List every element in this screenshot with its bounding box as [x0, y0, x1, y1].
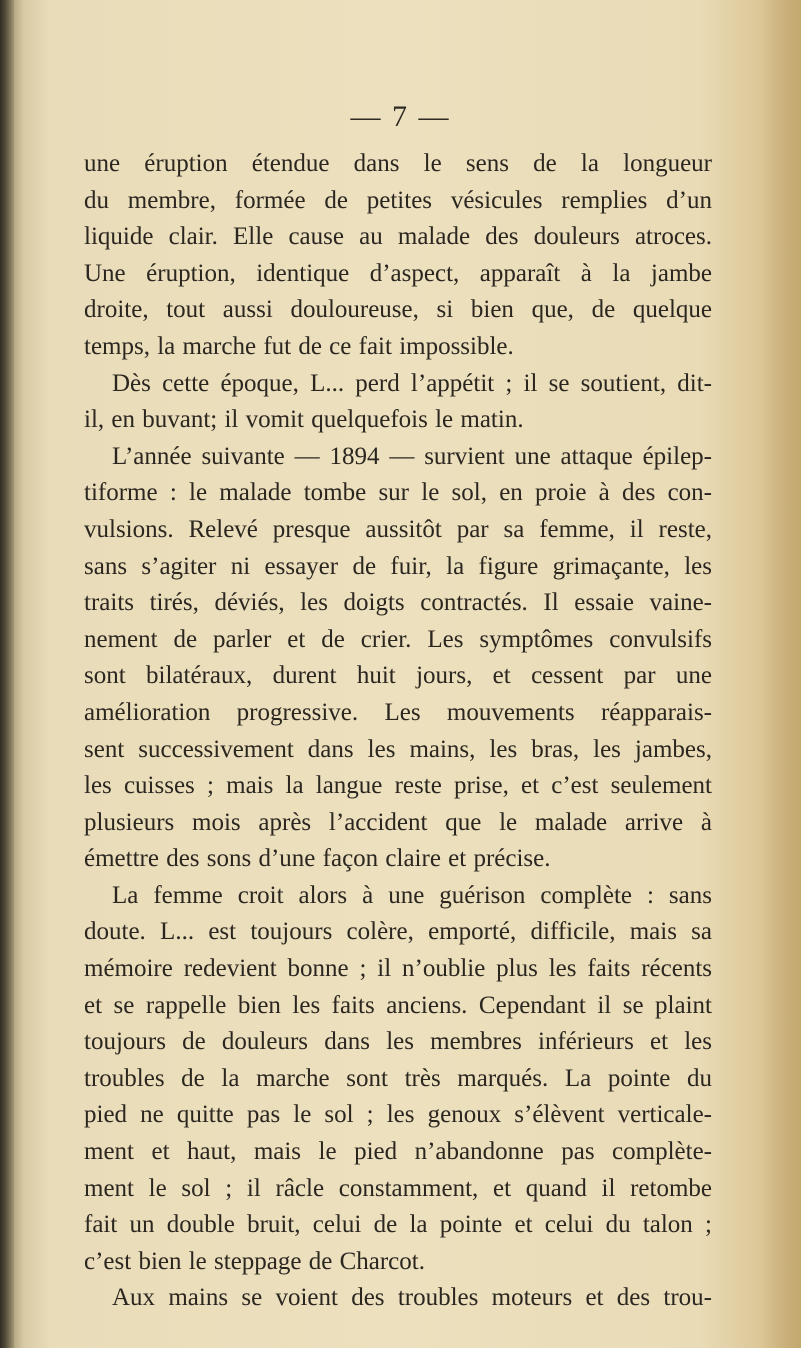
- text-line: plusieurs mois après l’accident que le malade arrive à: [84, 808, 712, 836]
- page-edge: [761, 0, 801, 1348]
- text-line: La femme croit alors à une guérison complète : sans: [112, 881, 712, 909]
- text-line: les cuisses ; mais la langue reste prise, et c’est seulement: [84, 772, 712, 800]
- page-number: — 7 —: [350, 100, 451, 133]
- text-line: mémoire redevient bonne ; il n’oublie plus les faits récents: [84, 955, 712, 983]
- text-line: nement de parler et de crier. Les symptômes convulsifs: [84, 625, 712, 653]
- text-line: c’est bien le steppage de Charcot.: [84, 1247, 425, 1275]
- text-line: amélioration progressive. Les mouvements réapparais-: [84, 698, 712, 726]
- text-line: doute. L... est toujours colère, emporté, difficile, mais sa: [84, 918, 712, 946]
- text-line: L’année suivante — 1894 — survient une attaque épilep-: [112, 442, 712, 470]
- text-line: et se rappelle bien les faits anciens. Cependant il se plaint: [84, 991, 712, 1019]
- text-line: ment le sol ; il râcle constamment, et quand il retombe: [84, 1174, 712, 1202]
- text-line: toujours de douleurs dans les membres inférieurs et les: [84, 1028, 712, 1056]
- spine-shadow: [0, 0, 14, 1348]
- text-line: sans s’agiter ni essayer de fuir, la figure grimaçante, les: [84, 552, 712, 580]
- text-line: fait un double bruit, celui de la pointe et celui du talon ;: [84, 1211, 712, 1239]
- text-line: troubles de la marche sont très marqués. La pointe du: [84, 1064, 712, 1092]
- text-line: du membre, formée de petites vésicules remplies d’un: [84, 186, 712, 214]
- text-line: Une éruption, identique d’aspect, apparaît à la jambe: [84, 259, 712, 287]
- text-line: tiforme : le malade tombe sur le sol, en proie à des con-: [84, 479, 712, 507]
- text-line: Aux mains se voient des troubles moteurs et des trou-: [112, 1284, 712, 1312]
- text-line: une éruption étendue dans le sens de la longueur: [84, 150, 712, 177]
- text-line: liquide clair. Elle cause au malade des douleurs atroces.: [84, 223, 712, 251]
- text-line: sont bilatéraux, durent huit jours, et cessent par une: [84, 662, 712, 690]
- text-line: droite, tout aussi douloureuse, si bien que, de quelque: [84, 296, 712, 324]
- text-line: traits tirés, déviés, les doigts contractés. Il essaie vaine-: [84, 589, 712, 617]
- text-line: il, en buvant; il vomit quelquefois le matin.: [84, 406, 524, 434]
- text-line: pied ne quitte pas le sol ; les genoux s’élèvent verticale-: [84, 1101, 712, 1129]
- text-line: ment et haut, mais le pied n’abandonne pas complète-: [84, 1138, 712, 1166]
- text-line: émettre des sons d’une façon claire et précise.: [84, 845, 551, 873]
- text-line: Dès cette époque, L... perd l’appétit ; il se soutient, dit-: [112, 369, 712, 397]
- text-line: temps, la marche fut de ce fait impossible.: [84, 332, 514, 360]
- text-line: sent successivement dans les mains, les bras, les jambes,: [84, 735, 712, 763]
- text-line: vulsions. Relevé presque aussitôt par sa femme, il reste,: [84, 515, 712, 543]
- body-text: [84, 146, 712, 1317]
